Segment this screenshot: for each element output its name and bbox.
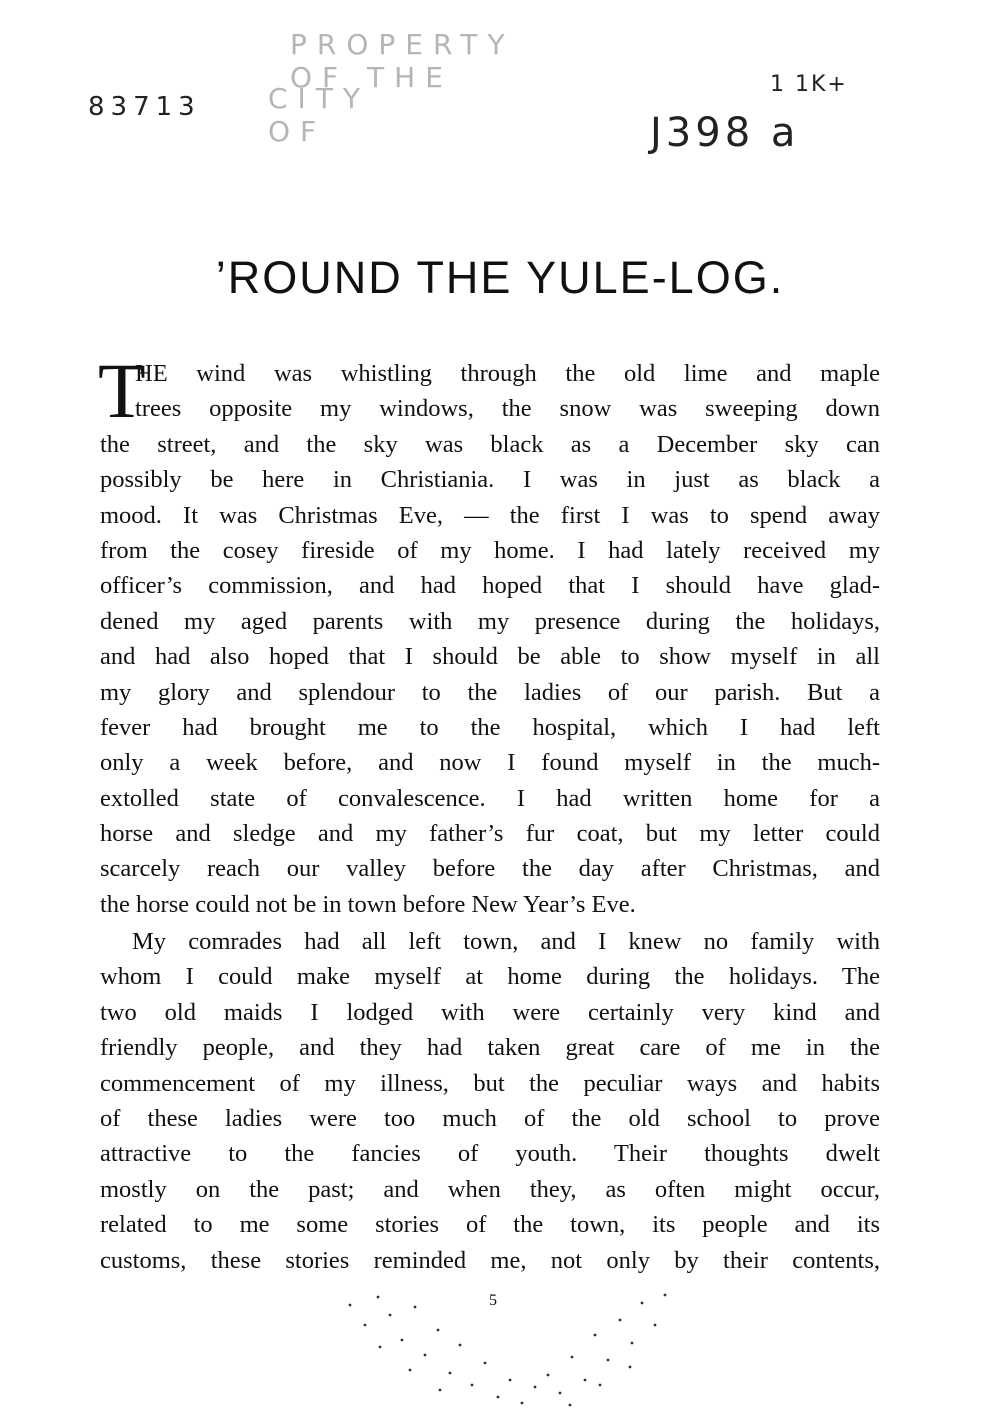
text-line: possibly be here in Christiania. I was in just as black a xyxy=(100,466,880,494)
call-number: J398 a xyxy=(650,110,800,156)
text-line: extolled state of convalescence. I had written home for a xyxy=(100,784,880,812)
text-line: fever had brought me to the hospital, which I had left xyxy=(100,713,880,741)
text-line: friendly people, and they had taken great care of me in the xyxy=(100,1034,880,1062)
paragraph-1 xyxy=(98,347,880,922)
text-line: related to me some stories of the town, its people and its xyxy=(100,1211,880,1239)
page-number: 5 xyxy=(489,1292,497,1309)
accession-number: 83713 xyxy=(88,92,201,122)
stamp-line: PROPERTY OF THE xyxy=(290,28,515,94)
text-line: dened my aged parents with my presence during the holidays, xyxy=(100,607,880,635)
text-line: and had also hoped that I should be able to show myself in all xyxy=(100,643,880,671)
text-line: horse and sledge and my father’s fur coat, but my letter could xyxy=(100,820,880,848)
text-line: whom I could make myself at home during the holidays. The xyxy=(100,963,880,991)
text-line: the horse could not be in town before New Year’s Eve. xyxy=(100,890,636,918)
chapter-title: ’ROUND THE YULE-LOG. xyxy=(215,252,785,303)
text-line: scarcely reach our valley before the day after Christmas, and xyxy=(100,855,880,883)
text-line: attractive to the fancies of youth. Their thoughts dwelt xyxy=(100,1140,880,1168)
text-line: mood. It was Christmas Eve, — the first I was to spend away xyxy=(100,501,880,529)
text-line: trees opposite my windows, the snow was sweeping down xyxy=(135,395,880,423)
text-line: of these ladies were too much of the old school to prove xyxy=(100,1104,880,1132)
text-line: customs, these stories reminded me, not only by their contents, xyxy=(100,1246,880,1274)
text-line: mostly on the past; and when they, as often might occur, xyxy=(100,1175,880,1203)
stamp-line: CITY OF xyxy=(268,82,371,148)
text-line: My comrades had all left town, and I knew no family with xyxy=(132,928,880,955)
paragraph-2 xyxy=(100,924,880,1278)
text-line: from the cosey fireside of my home. I had lately received my xyxy=(100,536,880,564)
text-line: HE wind was whistling through the old lime and maple xyxy=(135,360,880,387)
text-line: two old maids I lodged with were certainly very kind and xyxy=(100,998,880,1026)
text-line: the street, and the sky was black as a December sky can xyxy=(100,430,880,458)
text-line: commencement of my illness, but the peculiar ways and habits xyxy=(100,1069,880,1097)
text-line: my glory and splendour to the ladies of our parish. But a xyxy=(100,678,880,706)
text-line: only a week before, and now I found myself in the much- xyxy=(100,749,880,777)
shelf-mark: 1 1K+ xyxy=(770,72,848,97)
text-line: officer’s commission, and had hoped that I should have glad- xyxy=(100,572,880,600)
drop-cap: T xyxy=(98,347,146,434)
